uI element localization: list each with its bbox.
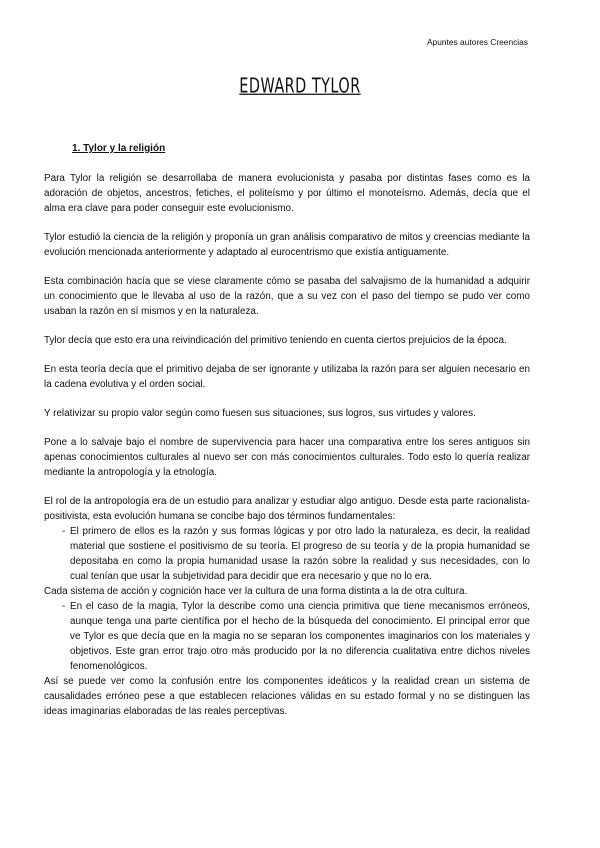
bullet-item: - En el caso de la magia, Tylor la describe como una ciencia primitiva que tiene mecanismos erróneos, aunque tenga una parte científica por el hecho de la búsqueda del conocimiento. El principal error que ve Tylor es que decía que en la magia no se separan los componentes imaginarios con los materiales y objetivos. Este gran error trajo otro más producido por la no diferencia cualitativa entre dichos niveles fenomenológicos. <box>44 599 530 674</box>
paragraph: Pone a lo salvaje bajo el nombre de supervivencia para hacer una comparativa entre los seres antiguos sin apenas conocimientos culturales al nuevo ser con más conocimientos culturales. Todo esto lo quería realizar mediante la antropología y la etnología. <box>44 437 530 478</box>
paragraph: Esta combinación hacía que se viese claramente cómo se pasaba del salvajismo de la humanidad a adquirir un conocimiento que le llevaba al uso de la razón, que a su vez con el paso del tiempo se pudo ver como usaban la razón en sí mismos y en la naturaleza. <box>44 276 530 317</box>
paragraph: Tylor decía que esto era una reivindicación del primitivo teniendo en cuenta ciertos prejuicios de la época. <box>44 335 507 346</box>
paragraph: Y relativizar su propio valor según como fuesen sus situaciones, sus logros, sus virtudes y valores. <box>44 408 476 419</box>
paragraph: El rol de la antropología era de un estudio para analizar y estudiar algo antiguo. Desde esta parte racionalista-positivista, esta evolución humana se concibe bajo dos términos fundamentales: <box>44 496 530 522</box>
bullet-item: - El primero de ellos es la razón y sus formas lógicas y por otro lado la naturaleza, es decir, la realidad material que sostiene el positivismo de su teoría. El progreso de su teoría y de la propia humanidad se depositaba en como la propia humanidad usase la razón sobre la realidad y sus necesidades, con lo cual tenían que usar la subjetividad para decidir que era necesario y que no lo era. <box>44 524 530 584</box>
paragraph: Para Tylor la religión se desarrollaba de manera evolucionista y pasaba por distintas fases como es la adoración de objetos, ancestros, fetiches, el politeísmo y por último el monoteísmo. Además, decía que el alma era clave para poder conseguir este evolucionismo. <box>44 173 530 214</box>
bullet-list <box>44 599 530 674</box>
body-text <box>44 171 530 719</box>
paragraph: Cada sistema de acción y cognición hace ver la cultura de una forma distinta a la de otra cultura. <box>44 586 468 597</box>
bullet-list <box>44 524 530 584</box>
paragraph: Tylor estudió la ciencia de la religión y proponía un gran análisis comparativo de mitos y creencias mediante la evolución mencionada anteriormente y adaptado al eurocentrismo que existía antiguamente. <box>44 232 530 258</box>
paragraph: En esta teoría decía que el primitivo dejaba de ser ignorante y utilizaba la razón para ser alguien necesario en la cadena evolutiva y el orden social. <box>44 364 530 390</box>
header-note: Apuntes autores Creencias <box>426 37 528 47</box>
paragraph: Así se puede ver como la confusión entre los componentes ideáticos y la realidad crean un sistema de causalidades erróneo pese a que establecen relaciones válidas en su estado formal y no se distinguen las ideas imaginarias elaboradas de las reales perceptivas. <box>44 676 530 717</box>
section-title: 1. Tylor y la religión <box>72 143 166 154</box>
page-title: EDWARD TYLOR <box>239 73 361 98</box>
